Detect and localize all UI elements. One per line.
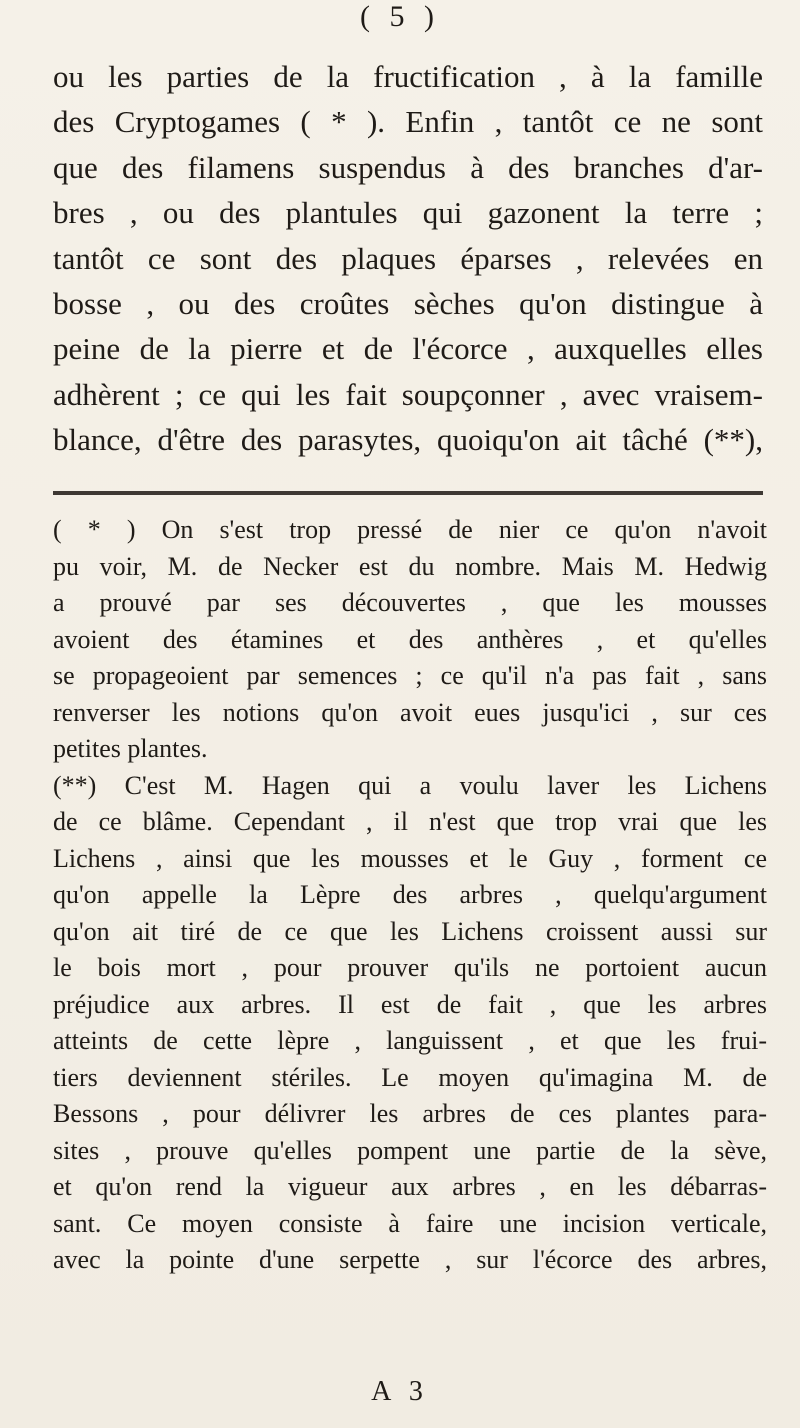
note-2-line-13: sant. Ce moyen consiste à faire une incision verticale, bbox=[53, 1208, 767, 1238]
note-2-line-14: avec la pointe d'une serpette , sur l'écorce des arbres, bbox=[53, 1245, 767, 1274]
body-line-2: des Cryptogames ( * ). Enfin , tantôt ce ne sont bbox=[53, 104, 763, 140]
note-2-line-7: préjudice aux arbres. Il est de fait , que les arbres bbox=[53, 989, 767, 1019]
body-line-6: bosse , ou des croûtes sèches qu'on distingue à bbox=[53, 286, 763, 322]
body-line-9: blance, d'être des parasytes, quoiqu'on ait tâché (**), bbox=[53, 422, 763, 458]
note-2-line-1: (**) C'est M. Hagen qui a voulu laver les Lichens bbox=[53, 770, 767, 800]
footnote-divider bbox=[53, 491, 763, 495]
note-1-line-7: petites plantes. bbox=[53, 734, 208, 763]
body-line-1: ou les parties de la fructification , à la famille bbox=[53, 59, 763, 94]
note-2-line-6: le bois mort , pour prouver qu'ils ne portoient aucun bbox=[53, 953, 767, 982]
main-paragraph bbox=[53, 54, 763, 463]
body-line-3: que des filamens suspendus à des branches d'ar- bbox=[53, 149, 763, 185]
note-1-line-3: a prouvé par ses découvertes , que les mousses bbox=[53, 588, 767, 617]
note-2-line-8: atteints de cette lèpre , languissent , et que les frui- bbox=[53, 1026, 767, 1055]
note-2-line-5: qu'on ait tiré de ce que les Lichens croissent aussi sur bbox=[53, 916, 767, 946]
note-2-line-3: Lichens , ainsi que les mousses et le Guy , forment ce bbox=[53, 843, 767, 873]
footnotes bbox=[53, 512, 767, 1279]
body-line-5: tantôt ce sont des plaques éparses , relevées en bbox=[53, 240, 763, 276]
page-number: ( 5 ) bbox=[360, 0, 440, 33]
body-line-4: bres , ou des plantules qui gazonent la terre ; bbox=[53, 195, 763, 231]
note-1-line-5: se propageoient par semences ; ce qu'il n'a pas fait , sans bbox=[53, 661, 767, 690]
body-line-8: adhèrent ; ce qui les fait soupçonner , avec vraisem- bbox=[53, 376, 763, 412]
note-2-line-9: tiers deviennent stériles. Le moyen qu'imagina M. de bbox=[53, 1062, 767, 1092]
note-2-line-12: et qu'on rend la vigueur aux arbres , en les débarras- bbox=[53, 1172, 767, 1201]
signature-mark: A 3 bbox=[371, 1376, 429, 1407]
note-2-line-10: Bessons , pour délivrer les arbres de ces plantes para- bbox=[53, 1099, 767, 1128]
note-1-line-2: pu voir, M. de Necker est du nombre. Mais M. Hedwig bbox=[53, 551, 767, 581]
note-2-line-11: sites , prouve qu'elles pompent une partie de la sève, bbox=[53, 1135, 767, 1165]
note-1-line-6: renverser les notions qu'on avoit eues jusqu'ici , sur ces bbox=[53, 697, 767, 727]
note-2-line-4: qu'on appelle la Lèpre des arbres , quelqu'argument bbox=[53, 880, 767, 909]
note-1-line-4: avoient des étamines et des anthères , et qu'elles bbox=[53, 624, 767, 654]
body-line-7: peine de la pierre et de l'écorce , auxquelles elles bbox=[53, 331, 763, 367]
note-2-line-2: de ce blâme. Cependant , il n'est que trop vrai que les bbox=[53, 807, 767, 836]
note-1-line-1: ( * ) On s'est trop pressé de nier ce qu'on n'avoit bbox=[53, 515, 767, 544]
